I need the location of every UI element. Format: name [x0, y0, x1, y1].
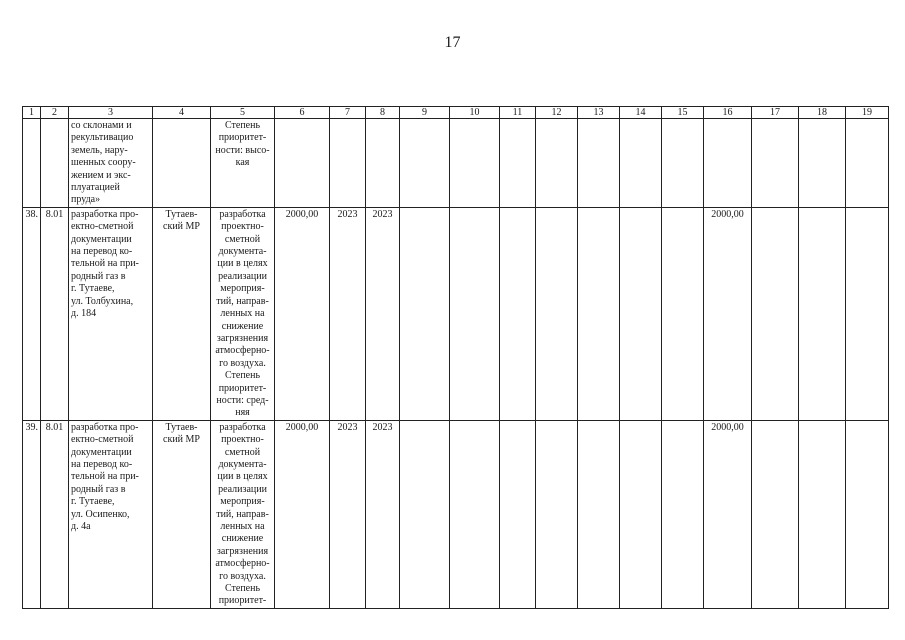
empty-cell	[620, 119, 662, 208]
column-number: 5	[211, 107, 275, 119]
code-cell	[41, 119, 69, 208]
table-row	[23, 207, 889, 420]
amount-cell: 2000,00	[275, 420, 330, 608]
empty-cell	[500, 207, 536, 420]
empty-cell	[400, 207, 450, 420]
end-year-cell	[366, 119, 400, 208]
empty-cell	[400, 420, 450, 608]
empty-cell	[846, 420, 889, 608]
amount-cell: 2000,00	[275, 207, 330, 420]
empty-cell	[662, 207, 704, 420]
code-cell: 8.01	[41, 420, 69, 608]
empty-cell	[846, 207, 889, 420]
result-cell: разработка проектно- сметной документа- ции в целях реализации мероприя- тий, направ- ленных на снижение загрязнения атмосферно- го воздуха. Степень приоритет-	[211, 420, 275, 608]
column-number: 16	[704, 107, 752, 119]
column-number: 15	[662, 107, 704, 119]
empty-cell	[578, 207, 620, 420]
measure-name-cell: разработка про- ектно-сметной документации на перевод ко- тельной на при- родный газ в г. Тутаеве, ул. Осипенко, д. 4а	[69, 420, 153, 608]
row-number: 38.	[23, 207, 41, 420]
end-year-cell: 2023	[366, 420, 400, 608]
empty-cell	[536, 207, 578, 420]
row-number	[23, 119, 41, 208]
empty-cell	[752, 207, 799, 420]
empty-cell	[662, 420, 704, 608]
empty-cell	[578, 119, 620, 208]
column-number: 14	[620, 107, 662, 119]
table-row	[23, 119, 889, 208]
start-year-cell	[330, 119, 366, 208]
column-number: 17	[752, 107, 799, 119]
empty-cell	[450, 119, 500, 208]
funding-cell	[704, 119, 752, 208]
column-number: 18	[799, 107, 846, 119]
column-number: 7	[330, 107, 366, 119]
column-number: 13	[578, 107, 620, 119]
end-year-cell: 2023	[366, 207, 400, 420]
column-number: 11	[500, 107, 536, 119]
column-number: 6	[275, 107, 330, 119]
start-year-cell: 2023	[330, 420, 366, 608]
empty-cell	[500, 119, 536, 208]
table-row	[23, 420, 889, 608]
column-number: 19	[846, 107, 889, 119]
empty-cell	[799, 420, 846, 608]
funding-cell: 2000,00	[704, 420, 752, 608]
column-number: 3	[69, 107, 153, 119]
measures-table	[22, 106, 889, 609]
empty-cell	[536, 119, 578, 208]
amount-cell	[275, 119, 330, 208]
empty-cell	[500, 420, 536, 608]
measure-name-cell: со склонами и рекультивацио земель, нару- шенных соору- жением и экс- плуатацией пруда»	[69, 119, 153, 208]
empty-cell	[752, 420, 799, 608]
empty-cell	[450, 207, 500, 420]
empty-cell	[846, 119, 889, 208]
empty-cell	[536, 420, 578, 608]
measure-name-cell: разработка про- ектно-сметной документации на перевод ко- тельной на при- родный газ в г. Тутаеве, ул. Толбухина, д. 184	[69, 207, 153, 420]
executor-cell: Тутаев- ский МР	[153, 207, 211, 420]
executor-cell	[153, 119, 211, 208]
start-year-cell: 2023	[330, 207, 366, 420]
column-number: 4	[153, 107, 211, 119]
empty-cell	[620, 207, 662, 420]
empty-cell	[578, 420, 620, 608]
empty-cell	[662, 119, 704, 208]
page-number: 17	[444, 34, 461, 51]
column-number: 8	[366, 107, 400, 119]
empty-cell	[450, 420, 500, 608]
column-number: 2	[41, 107, 69, 119]
row-number: 39.	[23, 420, 41, 608]
empty-cell	[400, 119, 450, 208]
empty-cell	[752, 119, 799, 208]
column-number-row	[23, 107, 889, 119]
empty-cell	[799, 207, 846, 420]
executor-cell: Тутаев- ский МР	[153, 420, 211, 608]
code-cell: 8.01	[41, 207, 69, 420]
empty-cell	[620, 420, 662, 608]
column-number: 1	[23, 107, 41, 119]
funding-cell: 2000,00	[704, 207, 752, 420]
empty-cell	[799, 119, 846, 208]
column-number: 12	[536, 107, 578, 119]
column-number: 10	[450, 107, 500, 119]
column-number: 9	[400, 107, 450, 119]
result-cell: Степень приоритет- ности: высо- кая	[211, 119, 275, 208]
result-cell: разработка проектно- сметной документа- ции в целях реализации мероприя- тий, направ- ленных на снижение загрязнения атмосферно- го воздуха. Степень приоритет- ности: сред- няя	[211, 207, 275, 420]
